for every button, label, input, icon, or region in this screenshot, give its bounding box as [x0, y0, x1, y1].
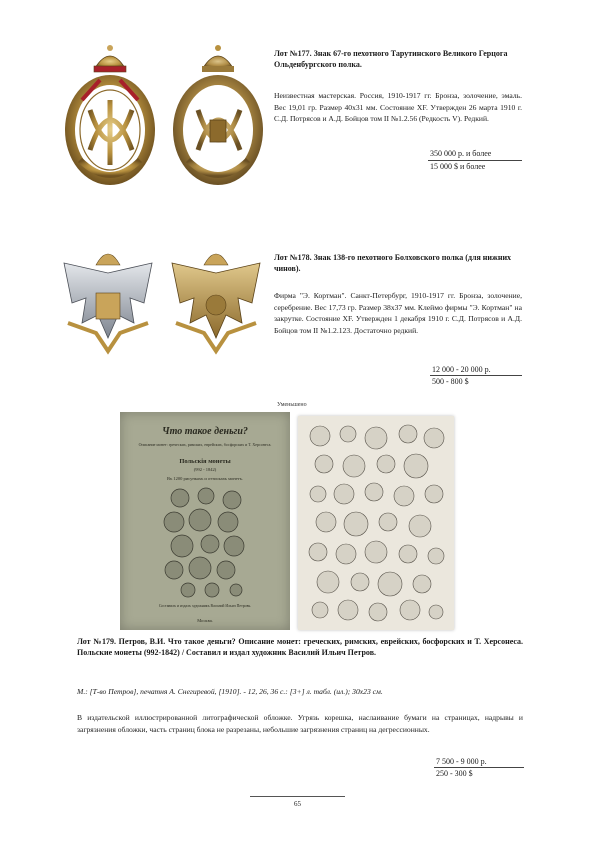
book-cover-publisher: Составилъ и издалъ художникъ Василий Ильич Петровъ. — [158, 604, 252, 608]
book-cover-years: (992 - 1842) — [193, 467, 217, 472]
book-cover-heading: Польскія монеты — [179, 458, 231, 465]
lot-178-images — [56, 243, 268, 355]
page-number: 65 — [294, 800, 301, 808]
badge-138-infantry-back — [164, 243, 268, 355]
book-cover-title: Что такое деньги? — [162, 426, 248, 437]
badge-67-infantry-back — [168, 40, 265, 190]
lot-179-price-rub: 7 500 - 9 000 р. — [436, 757, 487, 766]
book-cover-subtitle: Описание монет: греческих, римских, еврейских, босфорских и Т. Херсонеса. — [138, 442, 272, 447]
lot-178-description: Фирма "Э. Кортман". Санкт-Петербург, 1910-1917 гг. Бронза, золочение, серебрение. Вес 17,73 гр. Размер 38х37 мм. Клеймо фирмы "Э. Кортман" на закрутке. Состояние XF. Утвержден 1 декабря 1910 г. С.Д. Потрясов и А.Д. Бойцов том II №1.2.123. Достаточно редкий. — [274, 291, 522, 335]
lot-178-price-rub: 12 000 - 20 000 р. — [432, 365, 491, 374]
book-cover-count: Въ 1200 рисункахъ и оттискахъ монетъ. — [166, 476, 244, 481]
book-plate-page — [298, 416, 454, 630]
lot-177-price-usd: 15 000 $ и более — [430, 162, 486, 171]
lot-177-description: Неизвестная мастерская. Россия, 1910-1917 гг. Бронза, золочение, эмаль. Вес 19,01 гр. Размер 40х31 мм. Состояние XF. Утвержден 26 марта 1910 г. С.Д. Потрясов и А.Д. Бойцов том II №1.2.56 (Редкость V). Редкий. — [274, 91, 522, 124]
lot-179-title: Лот №179. Петров, В.И. Что такое деньги? Описание монет: греческих, римских, еврейских, босфорских и Т. Херсонеса. Польские монеты (992-1842) / Составил и издал художник Василий Ильич Петров. — [77, 637, 523, 657]
lot-179-price-usd: 250 - 300 $ — [436, 769, 473, 778]
lot-178-price-usd: 500 - 800 $ — [432, 377, 469, 386]
lot-179-bibliographic-details: М.: [Т-во Петров], печатня А. Снегиревой, [1910]. - 12, 26, 36 с.: [3+] л. табл. (ил.); 30х23 см. — [77, 687, 383, 696]
lot-178-title: Лот №178. Знак 138-го пехотного Болховского полка (для нижних чинов). — [274, 253, 512, 273]
book-cover-coins-illustration — [160, 486, 252, 598]
lot-177-title: Лот №177. Знак 67-го пехотного Тарутинского Великого Герцога Ольденбургского полка. — [274, 49, 508, 69]
badge-67-infantry-front — [60, 40, 160, 190]
lot-177-price-rub: 350 000 р. и более — [430, 149, 492, 158]
lot-177-images — [60, 40, 265, 190]
book-cover-city: Москва. — [197, 618, 213, 623]
book-cover — [120, 412, 290, 630]
badge-138-infantry-front — [56, 243, 160, 355]
footer-rule — [250, 796, 345, 797]
book-plate-coins-illustration — [304, 422, 448, 624]
lot-179-reduced-label: Уменьшено — [277, 402, 307, 408]
lot-179-description: В издательской иллюстрированной литографической обложке. Угрязь корешка, наслаивание бумаги на страницах, надрывы и загрязнения обложки, часть страниц блока не разрезаны, небольшие загрязнения страниц на дегрессионных. — [77, 713, 523, 734]
